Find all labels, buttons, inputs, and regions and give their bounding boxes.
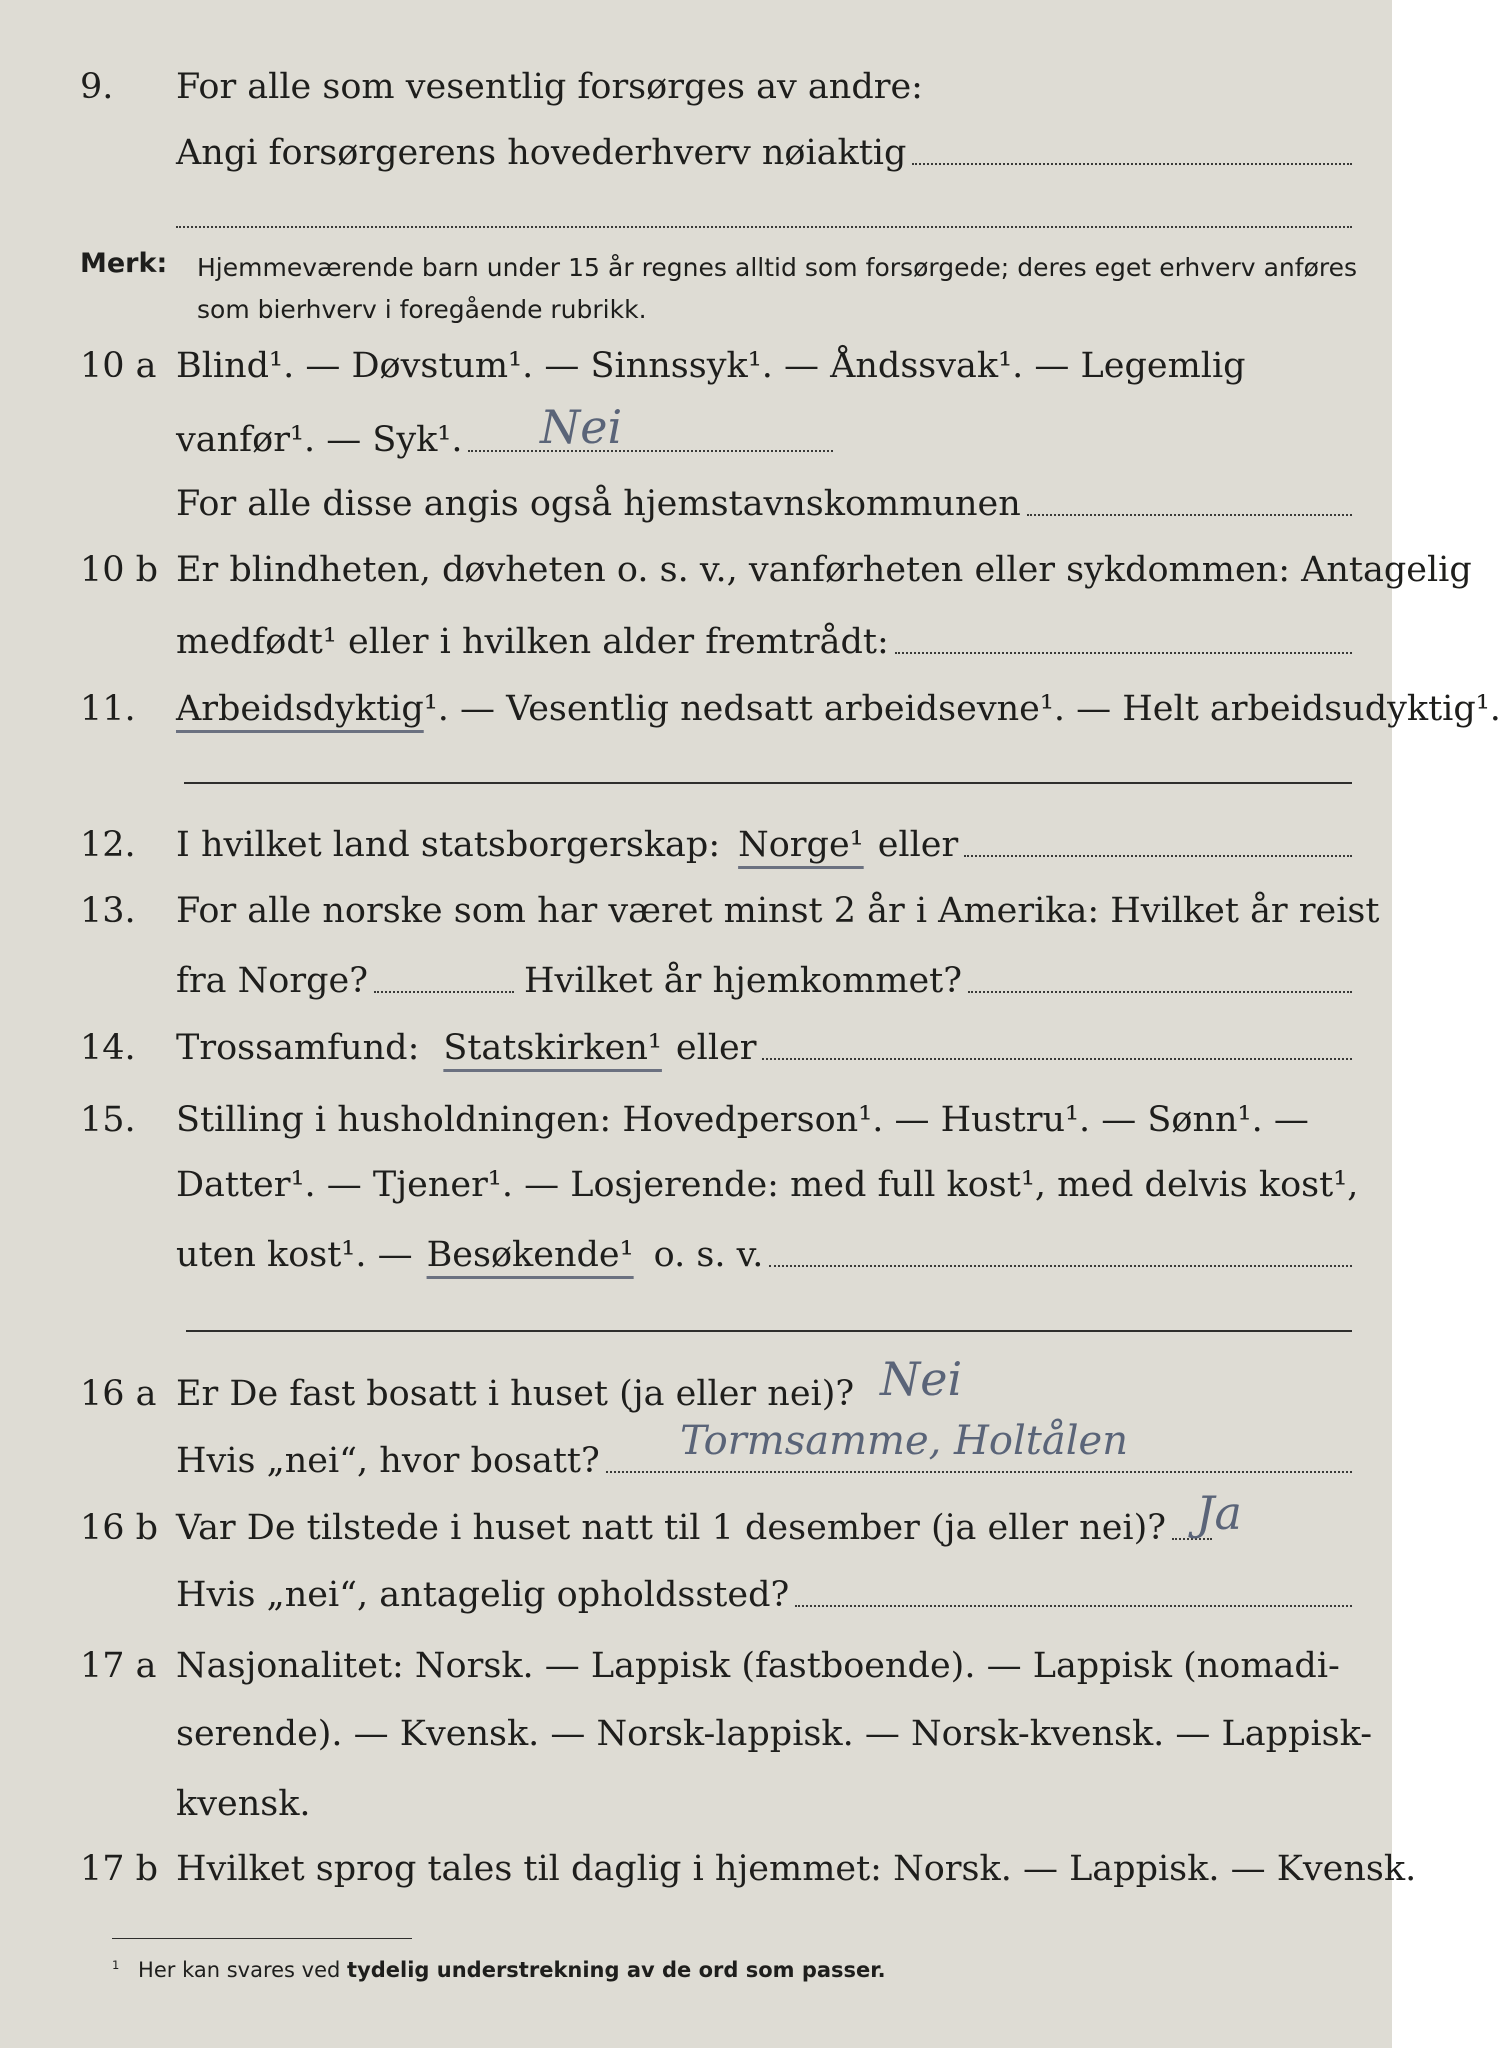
q14-line bbox=[80, 1028, 1362, 1068]
q16b-line1 bbox=[80, 1508, 1362, 1548]
q16a-text2: Hvis „nei“, hvor bosatt? bbox=[176, 1441, 600, 1481]
q16b-text1: Var De tilstede i huset natt til 1 desember (ja eller nei)? bbox=[176, 1508, 1167, 1548]
q10a-line2 bbox=[80, 420, 1362, 460]
q10b-answer-line[interactable] bbox=[895, 652, 1352, 654]
q13-line1 bbox=[80, 891, 1380, 931]
q13-right-line[interactable] bbox=[968, 991, 1352, 993]
q14-text: Trossamfund: bbox=[176, 1028, 420, 1068]
q11-text: ¹. — Vesentlig nedsatt arbeidsevne¹. — Helt arbeidsudyktig¹. bbox=[423, 689, 1501, 729]
q10a-text2: vanfør¹. — Syk¹. bbox=[176, 420, 463, 460]
footnote-bold: tydelig understrekning av de ord som passer. bbox=[347, 1958, 886, 1982]
footnote-mark: 1 bbox=[112, 1958, 120, 1972]
q16b-line2 bbox=[80, 1575, 1362, 1615]
q9-line2 bbox=[80, 133, 1362, 173]
q9-extra-line[interactable] bbox=[176, 226, 1352, 228]
q10a-line1 bbox=[80, 346, 1362, 386]
q9-text: For alle som vesentlig forsørges av andre: bbox=[176, 67, 923, 107]
q14-underlined: Statskirken¹ bbox=[443, 1028, 662, 1068]
q10b-line1 bbox=[80, 550, 1472, 590]
q10a-handwritten-answer: Nei bbox=[540, 400, 623, 454]
merk-label: Merk: bbox=[80, 248, 168, 279]
q10a-number: 10 a bbox=[80, 346, 157, 386]
q16a-text1: Er De fast bosatt i huset (ja eller nei)? bbox=[176, 1374, 855, 1414]
q17b-text: Hvilket sprog tales til daglig i hjemmet: Norsk. — Lappisk. — Kvensk. bbox=[176, 1849, 1417, 1889]
q12-answer-line[interactable] bbox=[964, 855, 1352, 857]
q12-text: I hvilket land statsborgerskap: bbox=[176, 825, 721, 865]
q14-answer-line[interactable] bbox=[762, 1058, 1352, 1060]
q16b-place-line[interactable] bbox=[795, 1605, 1352, 1607]
q12-line bbox=[80, 825, 1362, 865]
q15-line2 bbox=[80, 1165, 1362, 1205]
q17a-number: 17 a bbox=[80, 1646, 157, 1686]
q16a-line1 bbox=[80, 1374, 1362, 1414]
q17b-number: 17 b bbox=[80, 1849, 159, 1889]
q15-text3b: o. s. v. bbox=[653, 1235, 764, 1275]
q14-number: 14. bbox=[80, 1028, 136, 1068]
q11-number: 11. bbox=[80, 689, 136, 729]
q15-text3a: uten kost¹. — bbox=[176, 1235, 413, 1275]
merk-text: Hjemmeværende barn under 15 år regnes alltid som forsørgede; deres eget erhverv anføres som bierhverv i foregående rubrikk. bbox=[197, 253, 1357, 324]
q11-answer-line[interactable] bbox=[184, 782, 1352, 784]
q16a-handwritten-location: Tormsamme, Holtålen bbox=[680, 1418, 1128, 1464]
q12-underlined: Norge¹ bbox=[738, 825, 864, 865]
q16b-number: 16 b bbox=[80, 1508, 159, 1548]
q17b-line bbox=[80, 1849, 1417, 1889]
q17a-text2: serende). — Kvensk. — Norsk-lappisk. — Norsk-kvensk. — Lappisk- bbox=[176, 1714, 1373, 1754]
q16a-number: 16 a bbox=[80, 1374, 157, 1414]
q17a-line1 bbox=[80, 1646, 1362, 1686]
q13-left-line[interactable] bbox=[374, 991, 514, 993]
q15-underlined: Besøkende¹ bbox=[426, 1235, 634, 1275]
q13-left: fra Norge? bbox=[176, 961, 368, 1001]
q12-post: eller bbox=[877, 825, 959, 865]
q10b-line2 bbox=[80, 622, 1362, 662]
q10b-number: 10 b bbox=[80, 550, 159, 590]
q15-text2: Datter¹. — Tjener¹. — Losjerende: med full kost¹, med delvis kost¹, bbox=[176, 1165, 1359, 1205]
q11-underlined: Arbeidsdyktig bbox=[176, 689, 424, 729]
q10a-text1: Blind¹. — Døvstum¹. — Sinnssyk¹. — Åndssvak¹. — Legemlig bbox=[176, 346, 1246, 386]
q9-number: 9. bbox=[80, 67, 114, 107]
q16b-handwritten-answer: Ja bbox=[1196, 1486, 1242, 1540]
q10b-text2: medfødt¹ eller i hvilken alder fremtrådt: bbox=[176, 622, 889, 662]
q11-line bbox=[80, 689, 1501, 729]
q16a-handwritten-answer: Nei bbox=[880, 1352, 963, 1406]
q15-answer-line[interactable] bbox=[769, 1265, 1352, 1267]
q15-number: 15. bbox=[80, 1100, 136, 1140]
q15-line1 bbox=[80, 1100, 1362, 1140]
footnote bbox=[112, 1958, 886, 1982]
q10b-text1: Er blindheten, døvheten o. s. v., vanførheten eller sykdommen: Antagelig bbox=[176, 550, 1472, 590]
q13-line2 bbox=[80, 961, 1362, 1001]
q12-number: 12. bbox=[80, 825, 136, 865]
footnote-text: Her kan svares ved bbox=[138, 1958, 341, 1982]
q13-text1: For alle norske som har været minst 2 år i Amerika: Hvilket år reist bbox=[176, 891, 1380, 931]
q9-answer-line[interactable] bbox=[912, 163, 1352, 165]
footnote-divider bbox=[112, 1938, 412, 1939]
q13-number: 13. bbox=[80, 891, 136, 931]
q15-text1: Stilling i husholdningen: Hovedperson¹. — Hustru¹. — Sønn¹. — bbox=[176, 1100, 1309, 1140]
q16a-answer-line[interactable] bbox=[606, 1471, 1352, 1473]
q17a-line2 bbox=[80, 1714, 1373, 1754]
q14-post: eller bbox=[675, 1028, 757, 1068]
q9-provider-label: Angi forsørgerens hovederhverv nøiaktig bbox=[176, 133, 907, 173]
q10a-home-line[interactable] bbox=[1027, 514, 1352, 516]
q10a-text3: For alle disse angis også hjemstavnskommunen bbox=[176, 484, 1021, 524]
q15-line3 bbox=[80, 1235, 1362, 1275]
q10a-line3 bbox=[80, 484, 1362, 524]
q15-extra-line[interactable] bbox=[186, 1330, 1352, 1332]
q17a-text3: kvensk. bbox=[176, 1784, 311, 1824]
q16b-text2: Hvis „nei“, antagelig opholdssted? bbox=[176, 1575, 790, 1615]
q9-line1 bbox=[80, 67, 1362, 107]
q17a-line3 bbox=[80, 1784, 1362, 1824]
q10a-answer-line[interactable] bbox=[468, 450, 833, 452]
q13-right: Hvilket år hjemkommet? bbox=[524, 961, 963, 1001]
q17a-text1: Nasjonalitet: Norsk. — Lappisk (fastboende). — Lappisk (nomadi- bbox=[176, 1646, 1340, 1686]
